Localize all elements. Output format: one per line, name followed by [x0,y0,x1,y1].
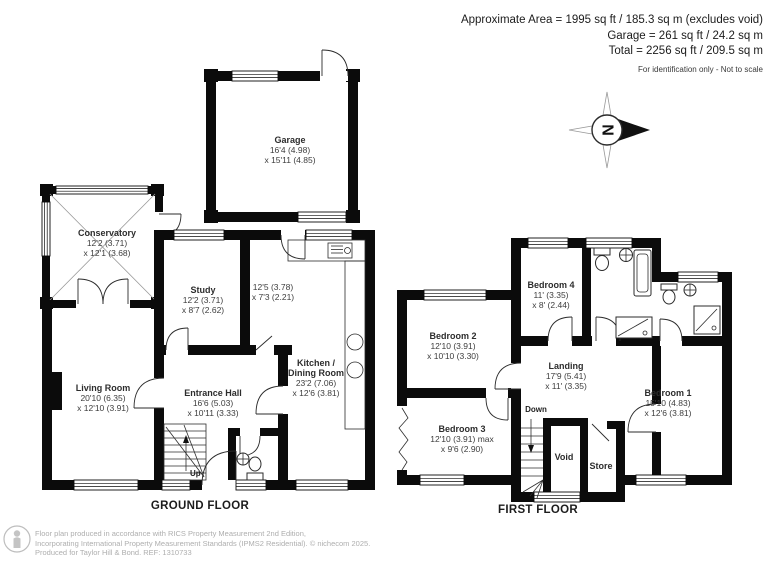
identification-note: For identification only - Not to scale [638,64,763,74]
garage-area-line: Garage = 261 sq ft / 24.2 sq m [607,29,763,42]
room-dim: x 12'10 (3.91) [77,403,129,413]
room-dim: x 8'7 (2.62) [181,305,225,315]
room-dim: x 7'3 (2.21) [251,292,295,302]
room-dim: 12'2 (3.71) [86,238,128,248]
first-floor-caption: FIRST FLOOR [498,504,578,516]
kitchen-sink-icon [328,243,352,258]
bathtub-icon [634,250,651,296]
room-dim: 16'6 (5.03) [192,398,234,408]
room-label-store [589,461,612,471]
room-label-study [182,285,224,315]
room-dim: 12'10 (3.91) [430,341,476,351]
disclaimer-line: Incorporating International Property Measurement Standards (IPMS2 Residential). © nichecom 2025. [35,538,371,548]
room-label-entrance-hall [184,388,242,418]
total-area-line: Total = 2256 sq ft / 209.5 sq m [608,45,763,57]
room-dim: 11' (3.35) [533,290,569,300]
compass-rose [569,92,650,168]
ground-floor-caption: GROUND FLOOR [150,500,250,512]
wc-fixtures [237,453,263,480]
room-dim: x 12'6 (3.81) [644,408,692,418]
room-name: Store [589,461,613,471]
room-dim: 12'2 (3.71) [182,295,224,305]
room-label-open-area [252,282,294,302]
down-label: Down [525,405,547,414]
disclaimer-line: Floor plan produced in accordance with RICS Property Measurement 2nd Edition, [35,529,306,538]
room-label-bedroom1 [644,388,691,418]
room-dim: x 11' (3.35) [545,381,587,391]
room-label-void [555,452,574,462]
toilet-icon [663,290,675,304]
compass-north-label: N [598,124,616,136]
room-name: Garage [274,135,306,145]
room-label-garage [264,135,315,165]
room-name: Bedroom 4 [527,280,575,290]
room-dim: 23'2 (7.06) [295,378,337,388]
room-name: Dining Room [288,368,344,378]
room-dim: 17'9 (5.41) [545,371,587,381]
toilet-icon [596,256,609,271]
hob-icon [347,362,363,378]
approximate-area-line: Approximate Area = 1995 sq ft / 185.3 sq m (excludes void) [460,14,763,26]
room-dim: x 10'11 (3.33) [187,408,239,418]
ensuite-fixtures [661,284,720,334]
bathroom-fixtures [594,248,652,338]
room-dim: 16'4 (4.98) [269,145,311,155]
north-arrow-icon [618,119,650,141]
room-name: Study [190,285,216,295]
toilet-icon [249,457,261,471]
room-name: Kitchen / [296,358,335,368]
nichecom-logo-icon [4,526,30,552]
room-label-bedroom3 [430,424,494,454]
room-label-living-room [76,383,131,413]
stairs-down [521,419,543,498]
room-dim: 12'5 (3.78) [252,282,294,292]
room-name: Conservatory [77,228,137,238]
up-label: Up [190,469,201,478]
room-dim: 15'10 (4.83) [645,398,691,408]
room-dim: 20'10 (6.35) [80,393,126,403]
hob-icon [347,334,363,350]
kitchen-fittings [288,240,365,429]
room-label-bedroom2 [427,331,479,361]
disclaimer-line: Produced for Taylor Hill & Bond. REF: 1310733 [35,548,192,558]
room-dim: 12'10 (3.91) max [430,434,494,444]
room-label-conservatory [78,228,136,258]
room-name: Landing [548,361,584,371]
room-dim: x 10'10 (3.30) [427,351,479,361]
room-dim: x 15'11 (4.85) [264,155,316,165]
room-dim: x 12'6 (3.81) [292,388,340,398]
area-summary [461,13,763,77]
room-dim: x 12'1 (3.68) [83,248,131,258]
room-dim: x 9'6 (2.90) [440,444,484,454]
kitchen-counter [288,240,365,261]
room-name: Bedroom 3 [438,424,486,434]
room-name: Bedroom 1 [644,388,692,398]
room-label-kitchen [288,358,344,398]
room-name: Living Room [75,383,131,393]
conservatory-double-doors [76,279,130,308]
room-name: Entrance Hall [184,388,242,398]
room-label-landing [545,361,587,391]
disclaimer [35,529,370,558]
room-name: Void [554,452,574,462]
room-dim: x 8' (2.44) [532,300,570,310]
chimney-breast [52,372,62,410]
room-name: Bedroom 2 [429,331,477,341]
room-label-bedroom4 [527,280,574,310]
